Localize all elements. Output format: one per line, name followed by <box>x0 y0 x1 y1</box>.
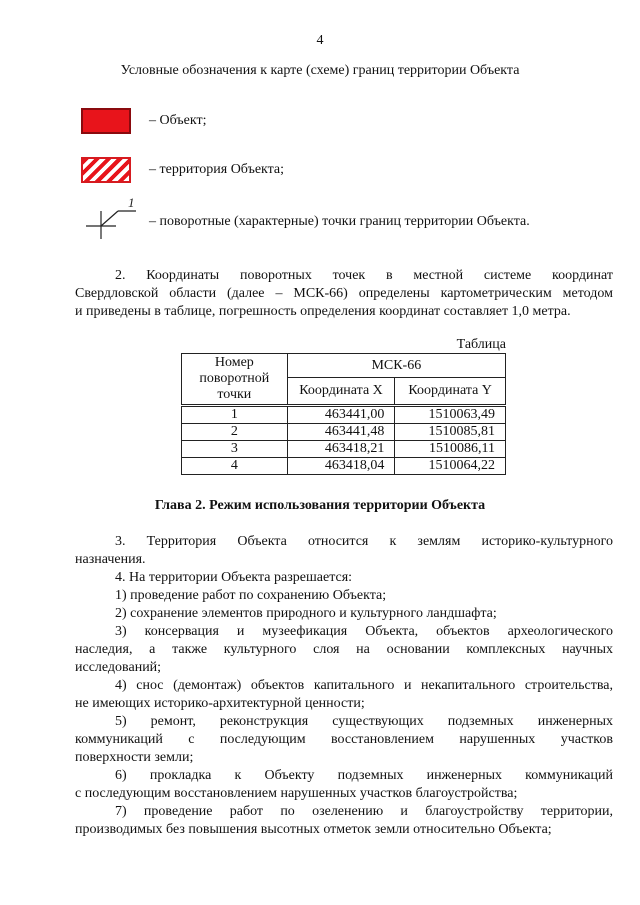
section2-line: и приведены в таблице, погрешность определения координат составляет 1,0 метра. <box>75 304 571 319</box>
coordinate-x: 463418,21 <box>287 441 395 458</box>
list-item: 3) консервация и музеефикация Объекта, объектов археологического <box>115 624 613 639</box>
section2-line: Свердловской области (далее – МСК-66) определены картометрическим методом <box>75 286 613 301</box>
list-item: коммуникаций с последующим восстановлением нарушенных участков <box>75 732 613 747</box>
list-item: с последующим восстановлением нарушенных участков благоустройства; <box>75 786 518 801</box>
coordinate-x: 463441,48 <box>287 424 395 441</box>
list-item: 7) проведение работ по озеленению и благоустройству территории, <box>115 804 613 819</box>
list-item: 4) снос (демонтаж) объектов капитального и некапитального строительства, <box>115 678 613 693</box>
red-filled-rectangle-icon <box>81 108 131 134</box>
header-coordinate-y: Координата Y <box>395 378 506 406</box>
point-number: 2 <box>182 424 288 441</box>
table-row <box>182 406 506 424</box>
list-item: 2) сохранение элементов природного и культурного ландшафта; <box>115 606 497 621</box>
list-item: 1) проведение работ по сохранению Объекта; <box>115 588 387 603</box>
coordinate-x: 463418,04 <box>287 458 395 475</box>
legend-text: – поворотные (характерные) точки границ территории Объекта. <box>149 214 530 229</box>
list-item: 6) прокладка к Объекту подземных инженерных коммуникаций <box>115 768 613 783</box>
legend-text: – территория Объекта; <box>149 162 285 177</box>
table-row <box>182 424 506 441</box>
header-coordinate-x: Координата X <box>287 378 395 406</box>
section2-line: 2. Координаты поворотных точек в местной системе координат <box>115 268 613 283</box>
coordinate-y: 1510086,11 <box>395 441 506 458</box>
paragraph-line: назначения. <box>75 552 146 567</box>
turning-point-label: 1 <box>128 195 135 210</box>
paragraph-line: 4. На территории Объекта разрешается: <box>115 570 353 585</box>
point-number: 4 <box>182 458 288 475</box>
paragraph-line: 3. Территория Объекта относится к землям историко-культурного <box>115 534 613 549</box>
point-number: 3 <box>182 441 288 458</box>
red-hatched-rectangle-icon <box>81 157 131 183</box>
coordinates-table <box>181 353 506 475</box>
coordinate-y: 1510064,22 <box>395 458 506 475</box>
table-row <box>182 458 506 475</box>
chapter-title: Глава 2. Режим использования территории Объекта <box>154 498 486 513</box>
list-item: 5) ремонт, реконструкция существующих подземных инженерных <box>115 714 613 729</box>
legend-text: – Объект; <box>149 113 207 128</box>
coordinate-x: 463441,00 <box>287 406 395 424</box>
list-item: производимых без повышения высотных отметок земли относительно Объекта; <box>75 822 552 837</box>
point-number: 1 <box>182 406 288 424</box>
page-number: 4 <box>316 33 324 48</box>
table-row <box>182 441 506 458</box>
header-coordinate-system: МСК-66 <box>287 354 505 378</box>
coordinate-y: 1510063,49 <box>395 406 506 424</box>
coordinate-y: 1510085,81 <box>395 424 506 441</box>
list-item: не имеющих историко-архитектурной ценности; <box>75 696 365 711</box>
turning-point-icon <box>80 195 140 239</box>
list-item: исследований; <box>75 660 162 675</box>
legend-heading: Условные обозначения к карте (схеме) границ территории Объекта <box>120 63 520 78</box>
list-item: наследия, а также культурного слоя на основании комплексных научных <box>75 642 613 657</box>
header-point-number: Номер поворотной точки <box>182 354 288 406</box>
table-caption: Таблица <box>456 337 506 352</box>
list-item: поверхности земли; <box>75 750 194 765</box>
